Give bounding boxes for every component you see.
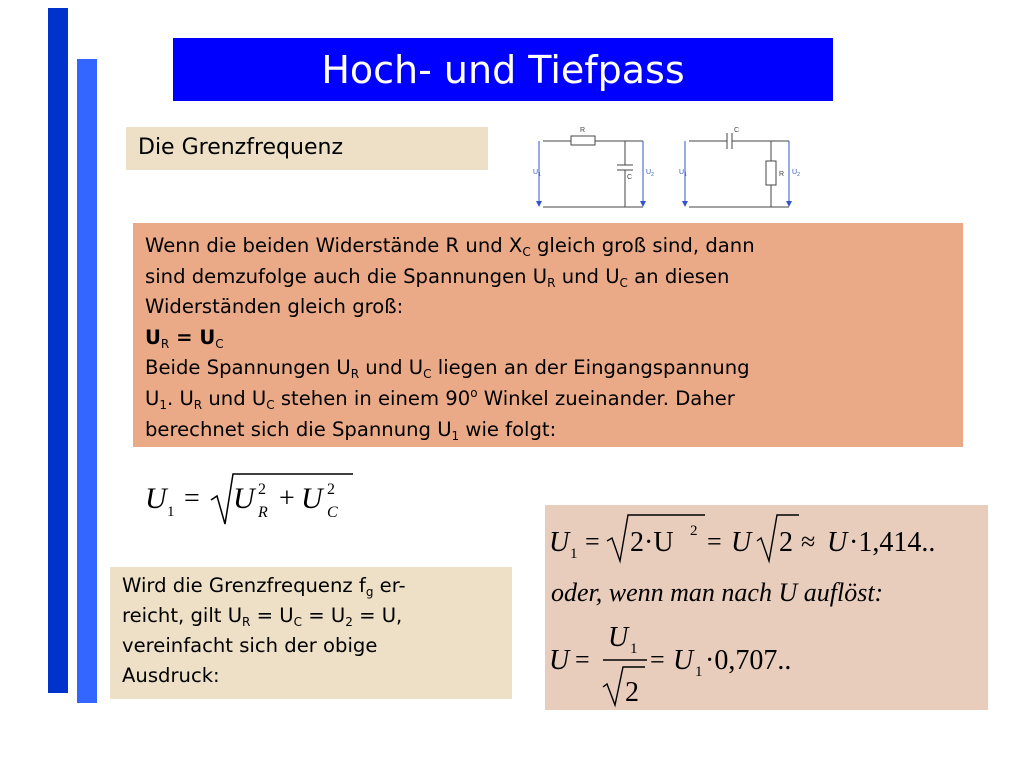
svg-text:1: 1 [570, 546, 578, 562]
svg-text:U: U [549, 645, 570, 676]
svg-text:+: + [279, 483, 295, 514]
lowpass-u2-label: $U_2$ [646, 169, 654, 178]
explanation-equality: $U_R = U_C$ [145, 325, 224, 351]
explanation-line-5: Beide Spannungen $U_R$ und $U_C$ liegen an der Eingangspannung [145, 356, 750, 382]
svg-text:=: = [650, 645, 665, 674]
grenzfrequenz-note [110, 567, 512, 699]
svg-text:U: U [827, 527, 848, 558]
slide-title-text: Hoch- und Tiefpass [321, 47, 685, 92]
svg-text:U: U [673, 645, 694, 676]
section-heading [126, 127, 488, 170]
note-line-4: Ausdruck: [122, 664, 220, 687]
svg-text:2·U: 2·U [630, 527, 674, 558]
svg-text:U: U [145, 482, 167, 515]
note-line-3: vereinfacht sich der obige [122, 634, 378, 657]
lowpass-u1-label: $U_1$ [533, 169, 541, 178]
svg-text:1: 1 [695, 664, 703, 680]
note-line-2: reicht, gilt $U_R = U_C = U_2 = U$, [122, 604, 403, 629]
svg-text:=: = [585, 527, 600, 556]
highpass-r-label: R [779, 171, 785, 178]
explanation-line-2: sind demzufolge auch die Spannungen $U_R$ und $U_C$ an diesen [145, 264, 730, 290]
decorative-bar-light [77, 59, 97, 703]
svg-text:U: U [301, 482, 323, 515]
lowpass-c-label: C [627, 174, 633, 181]
section-heading-text: Die Grenzfrequenz [138, 135, 343, 160]
explanation-line-7: berechnet sich die Spannung $U_1$ wie folgt: [145, 417, 557, 443]
svg-text:2: 2 [779, 527, 793, 558]
svg-text:U: U [731, 527, 752, 558]
highpass-u1-label: $U_1$ [679, 169, 687, 178]
highpass-c-label: C [734, 127, 740, 134]
svg-text:2: 2 [327, 481, 335, 498]
explanation-line-1: Wenn die beiden Widerstände R und $X_C$ gleich groß sind, dann [145, 234, 755, 259]
svg-text:=: = [184, 483, 200, 514]
svg-text:1: 1 [630, 641, 638, 657]
lowpass-circuit-diagram [533, 121, 661, 211]
svg-text:1: 1 [167, 504, 175, 520]
explanation-line-3: Widerständen gleich groß: [145, 295, 404, 319]
formula-derivation [545, 505, 988, 710]
svg-text:·0,707..: ·0,707.. [705, 645, 792, 676]
decorative-bar-dark [48, 8, 68, 693]
svg-text:U: U [608, 622, 629, 653]
svg-text:R: R [258, 504, 268, 521]
formula-derivation-box [545, 505, 988, 710]
svg-text:oder, wenn man nach U auflöst: oder, wenn man nach U auflöst: [551, 578, 884, 607]
svg-text:·1,414..: ·1,414.. [849, 527, 936, 558]
svg-text:U: U [233, 482, 255, 515]
note-line-1: Wird die Grenzfrequenz $f_g$ er- [122, 574, 406, 599]
formula-u1-sqrt [141, 466, 361, 530]
highpass-circuit-diagram [679, 121, 807, 211]
slide-title [173, 38, 833, 101]
svg-text:C: C [327, 504, 338, 521]
highpass-u2-label: $U_2$ [792, 169, 800, 178]
svg-text:=: = [575, 645, 590, 674]
svg-text:=: = [707, 527, 722, 556]
explanation-box [133, 223, 963, 447]
explanation-line-6: $U_1$. $U_R$ und $U_C$ stehen in einem 90$^o$ Winkel zueinander. Daher [145, 385, 735, 412]
svg-text:2: 2 [690, 523, 698, 539]
svg-text:2: 2 [625, 677, 639, 708]
svg-text:2: 2 [258, 481, 266, 498]
svg-text:≈: ≈ [801, 527, 816, 556]
lowpass-r-label: R [580, 127, 586, 134]
svg-text:U: U [549, 527, 570, 558]
